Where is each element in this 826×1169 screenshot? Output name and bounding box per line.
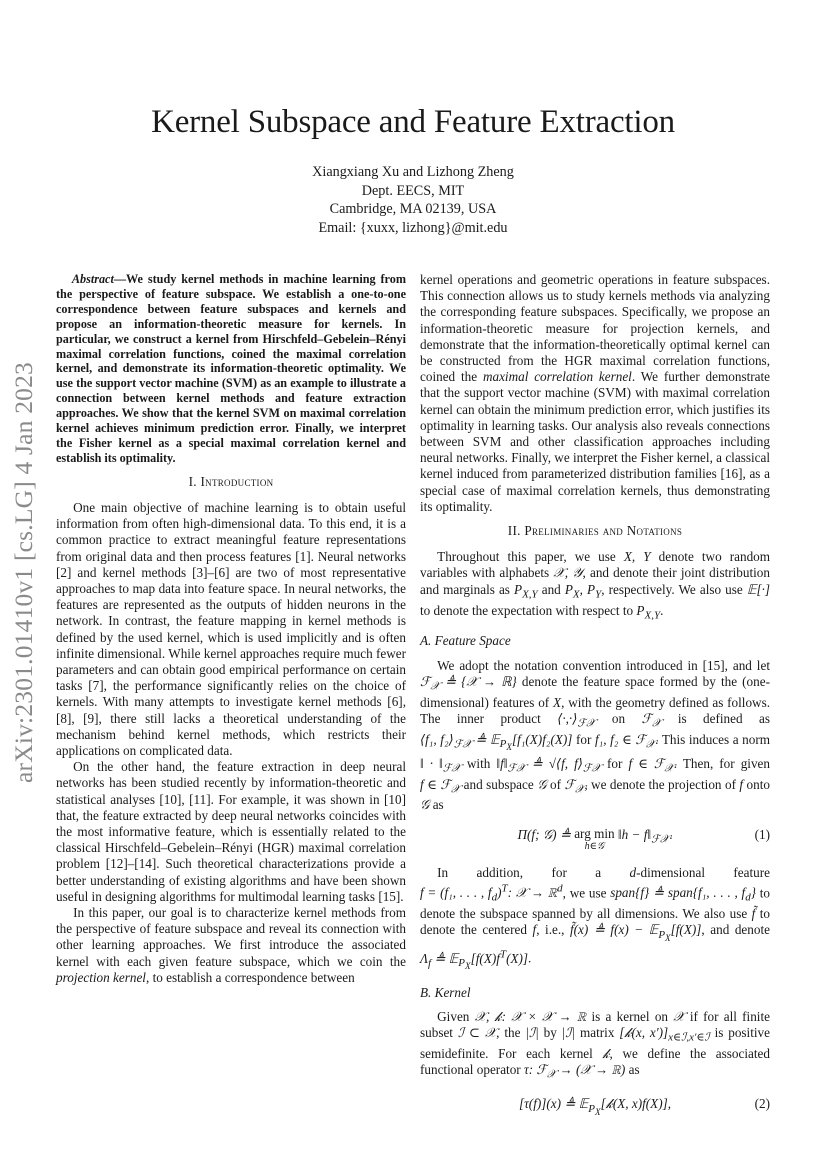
fs-text: . This induces a norm [655,731,771,747]
fs-text: and subspace [460,776,538,792]
math-expr [564,776,585,796]
intro-p3-cont-b: . We further demonstrate that the support vector machine (SVM) with maximal correlation kernel can obtain the minimum prediction error, which justifies its optimality in learning tasks. Our analysis also reveals connections between SVM and other classification approaches including neural networks. Finally, we interpret the Fisher kernel, a classical kernel induced from parameterized distribution families [16], as a special case of maximal correlation kernels, thus demonstrating its optimality. [420,369,771,514]
section-heading-preliminaries: II. Preliminaries and Notations [507,523,683,539]
math-expr: |ℐ| [561,1025,576,1041]
fs-text: as [429,797,444,813]
math-sym: P [458,957,466,970]
eq1-lhs: Π(f; 𝒢) ≜ [517,826,575,842]
right-column [420,272,770,1132]
math-sym: span{f} ≜ span{f₁, . . . , f [610,885,746,901]
math-sym: f̃(x) ≜ f(x) − 𝔼 [569,922,659,938]
math-sub: X,Y [522,588,538,601]
author-dept: Dept. EECS, MIT [361,182,465,199]
math-sub: 𝒳 [450,783,461,796]
intro-p3-text-b: , to establish a correspondence between [145,969,355,985]
math-expr: X [553,694,562,710]
math-sup: T [499,948,507,961]
fs-text: of [546,776,565,792]
fs-text: . [528,950,532,966]
argmin-label: arg min [574,825,615,841]
fs-text: to denote the subspace spanned by all dimensions. We also use [420,885,770,921]
eq2-lhs: [τ(f)](x) ≜ 𝔼 [518,1095,589,1111]
math-sub: x∈ℐ,x′∈ℐ [668,1031,710,1044]
math-sym: P [588,1102,596,1115]
abstract-text: —We study kernel methods in machine learning from the perspective of feature subspace. We establish a one-to-one correspondence between feature subspaces and kernels and propose an information-theoretic measure for kernels. In particular, we construct a kernel from Hirschfeld–Gebelein–Rényi maximal correlation functions, coined the maximal correlation kernel, and demonstrate its information-theoretic optimality. We use the support vector machine (SVM) as an example to illustrate a connection between kernel methods and feature extraction approaches. We show that the kernel SVM on maximal correlation kernel achieves minimum prediction error. Finally, we interpret the Fisher kernel as a special maximal correlation kernel and establish its optimality. [56,272,406,465]
equation-number-2: (2) [754,1095,770,1111]
equation-1 [420,827,770,853]
fs-text: denote the feature space formed by the (one-dimensional) features of [420,673,770,710]
math-expr [595,731,656,751]
projection-kernel-term: projection kernel [56,969,146,985]
abstract [56,272,406,466]
math-sub [658,928,671,944]
math-sub: Y [595,588,602,601]
intro-paragraph-3-continued [420,272,770,515]
math-expr: 𝒳, 𝒴 [553,565,583,581]
kernel-text: is a kernel on [586,1008,674,1024]
math-sub: ℱ𝒳 [507,762,526,775]
math-sym: ⟨·,·⟩ [557,710,578,726]
math-expr: |ℐ| [525,1025,539,1041]
math-sub: d [745,891,751,904]
math-sub [458,957,471,972]
left-column [56,272,406,986]
math-expr [619,1025,710,1044]
math-sub: X [465,961,471,972]
math-sym: ≜ √⟨f, f⟩ [525,755,583,771]
math-sub: f [427,957,432,970]
math-expr: $P_X$, $P_Y$ [564,581,602,601]
feature-space-paragraph-2 [420,865,770,975]
math-sym: ℱ [420,673,431,689]
kernel-text: as [625,1062,640,1078]
prelim-text: and [537,581,565,597]
math-sym: τ: ℱ [524,1062,547,1078]
math-expr: 𝒳 [673,1008,685,1024]
eq2-sub [588,1103,600,1115]
fs-text: for [572,731,595,747]
equation-2-body [519,1096,671,1120]
math-expr: X, Y [623,549,651,565]
math-sub: 𝒳 [430,680,440,693]
eq1-end: . [669,826,673,842]
math-expr [420,755,461,775]
eq1-rhs-sub: ℱ𝒳 [651,833,670,846]
argmin-operator [574,827,614,853]
math-sub: X [572,588,580,601]
math-sub [499,738,512,753]
fs-text: In addition, for a [437,864,630,880]
math-sym: f₁, f₂ ∈ ℱ [595,731,646,747]
argmin-subscript: h∈𝒢 [584,840,605,852]
math-sym: [𝓀(x, x′)] [619,1025,669,1041]
prelim-text: to denote the expectation with respect to [420,602,637,618]
fs-text: -dimensional feature [636,864,770,880]
equation-1-body [518,827,673,853]
author-names: Xiangxiang Xu and Lizhong Zheng [312,164,514,180]
math-sub: d [491,891,498,904]
feature-space-paragraph-1 [420,658,770,814]
math-sym: (X)] [506,950,529,966]
math-expr [636,602,661,622]
math-sub: 𝒳 [574,783,585,796]
math-sub: ℱ𝒳 [442,762,461,775]
fs-text: onto [743,776,770,792]
intro-paragraph-2: On the other hand, the feature extraction in deep neural networks has been studied recently by information-theoretic and statistical analyses [10], [11]. For example, it was shown in [10] that, the feature extracted by deep neural networks coincides with the most informative feature, which is essentially related to the classical Hirschfeld–Gebelein–Rényi (HGR) maximal correlation problem [12]–[14]. Such theoretical characterizations provide a better understanding of existing algorithms and have been shown useful in designing algorithms for multimodal learning tasks [15]. [56,759,406,904]
math-sub: X,Y [644,609,661,622]
math-sym: P [564,581,573,597]
math-expr: f [532,922,537,938]
intro-paragraph-1: One main objective of machine learning is to obtain useful information from often high-dimensional data. To this end, it is a common practice to extract meaningful feature representations from original data and then process features [1]. Neural networks [2] and kernel methods [3]–[6] are two of most representative approaches to map data into feature space. In neural networks, the features are represented as the outputs of hidden neurons in the network. In contrast, the feature mapping in kernel methods is defined by the used kernel, which is used implicitly and is often infinite dimensional. While kernel approaches require much fewer parameters and can obtain good empirical performance on certain tasks [7], the performance significantly relies on the choice of kernels. With many attempts to investigate kernel methods [6], [8], [9], there still lacks a theoretical understanding of the mechanism behind kernel methods, which restricts their applications on complicated data. [56,499,406,759]
math-expr [557,710,596,730]
kernel-text: matrix [575,1025,620,1041]
kernel-paragraph-1 [420,1009,770,1083]
math-expr: 𝒢 [537,776,547,792]
math-sub: ℱ𝒳 [577,717,596,730]
subsection-heading-feature-space: A. Feature Space [420,633,511,649]
math-expr: 𝒳, 𝓀: 𝒳 × 𝒳 → ℝ [474,1008,587,1024]
prelim-text: , and denote their joint distribution and marginals as [420,565,770,597]
math-sym: [f₁(X)f₂(X)] [511,731,573,747]
kernel-text: if for all finite subset [420,1008,770,1041]
fs-text: . Then, for given [673,755,770,771]
fs-text: for [600,755,629,771]
author-email: Email: {xuxx, lizhong}@mit.edu [318,219,508,236]
subsection-heading-kernel: B. Kernel [420,984,471,1000]
kernel-text: by [538,1025,562,1041]
math-sym: ‖ · ‖ [420,755,443,771]
math-sub: ℱ𝒳 [582,762,601,775]
math-expr: 𝔼[·] [746,581,771,597]
math-sym: ℱ [564,776,575,792]
fs-text: to denote the centered [420,906,771,938]
fs-text: , we denote the projection of [584,776,740,792]
math-expr: ℐ ⊂ 𝒳 [457,1025,497,1041]
math-expr: f̃ [751,906,756,921]
math-sym: Λ [420,950,428,966]
math-expr [420,776,461,796]
math-sym: ℱ [641,710,652,726]
math-expr: 𝒢 [420,797,430,813]
kernel-text: , we define the associated functional operator [420,1045,770,1078]
math-sym: [f(X)f [470,950,500,966]
math-sym: f ∈ ℱ [628,755,665,771]
math-expr [420,948,529,972]
math-sym: ⟨f₁, f₂⟩ [420,731,454,747]
math-sym: ≜ 𝔼 [431,950,459,966]
fs-text: , with the geometry defined as follows. The inner product [420,694,770,726]
math-sym: } [750,885,756,901]
math-sub: ℱ𝒳 [453,738,472,751]
math-sym: ‖f‖ [496,755,508,771]
kernel-text: Given [437,1008,475,1024]
prelim-paragraph-1 [420,549,770,623]
math-sub: 𝒳 [651,717,662,730]
math-sub: X [506,742,512,753]
section-heading-introduction: I. Introduction [188,473,274,489]
math-sym: ≜ 𝔼 [471,731,500,747]
math-sym: f ∈ ℱ [420,776,451,792]
fs-text: on [595,710,642,726]
eq2-rhs: [𝓀(X, x)f(X)], [600,1095,672,1111]
math-sub: 𝒳 [645,738,656,751]
math-expr [524,1062,626,1081]
math-expr: d [629,864,637,880]
math-expr: 𝓀 [602,1045,610,1061]
fs-text: , i.e., [536,922,570,938]
math-expr [420,731,573,753]
math-sup: d [557,882,563,895]
paper-title: Kernel Subspace and Feature Extraction [151,104,675,140]
maximal-correlation-kernel-term: maximal correlation kernel [482,369,632,385]
fs-text: We adopt the notation convention introduced in [15], and let [437,657,770,673]
math-expr [569,922,702,944]
abstract-label: Abstract [71,272,114,286]
fs-text: , and denote [701,922,770,938]
math-sym: P [636,602,645,618]
intro-p3-text-a: In this paper, our goal is to characterize kernel methods from the perspective of feature subspace and reveal its connection with other learning approaches. We first introduce the associated kernel with each given feature subspace, which we coin the [56,905,406,969]
math-sub: 𝒳 [664,762,674,775]
math-sym: ≜ {𝒳 → ℝ} [439,673,517,689]
math-sup: T [501,882,508,895]
math-sym: P [587,581,596,597]
prelim-text: . [660,602,664,618]
intro-paragraph-3 [56,905,406,986]
math-expr [641,710,662,730]
math-expr [420,673,517,693]
intro-p3-cont-a: kernel operations and geometric operations in feature subspaces. This connection allows us to study kernels methods via analyzing the corresponding feature subspaces. Specifically, we propose an information-theoretic measure for projection kernels, and demonstrate that the information-theoretically optimal kernel can be constructed from the HGR maximal correlation functions, coined the [420,272,770,385]
math-expr [628,755,674,775]
math-expr [514,581,538,601]
math-expr [420,882,563,904]
math-sym: P [514,581,523,597]
equation-2 [420,1096,770,1120]
prelim-text: , respectively. We also use [601,581,747,597]
author-address: Cambridge, MA 02139, USA [329,201,497,217]
equation-number-1: (1) [754,826,770,842]
math-expr [496,755,601,775]
math-expr: f [739,776,744,792]
math-sub: X [595,1106,601,1117]
fs-text: , we use [562,885,611,901]
math-sym: P [658,928,666,941]
fs-text: is defined as [661,710,771,726]
eq1-rhs: ‖h − f‖ [614,826,652,842]
math-sub: X [665,933,671,944]
kernel-text: , the [496,1025,526,1041]
kernel-text: is positive semidefinite. For each kernel [420,1025,770,1061]
author-block [0,163,826,237]
math-sym: ) [497,885,502,901]
fs-text: with [460,755,497,771]
math-sym: f = (f₁, . . . , f [420,885,492,901]
math-sym: → (𝒳 → ℝ) [556,1062,626,1078]
math-sym: [f(X)] [670,922,702,938]
arxiv-identifier: arXiv:2301.01410v1 [cs.LG] 4 Jan 2023 [9,361,38,783]
math-sym: : 𝒳 → ℝ [507,885,558,901]
math-sub: 𝒳 [546,1068,557,1081]
prelim-text: denote two random variables with alphabets [420,549,771,581]
math-sym: P [499,738,507,751]
math-expr [610,885,756,904]
prelim-text: Throughout this paper, we use [437,549,624,565]
